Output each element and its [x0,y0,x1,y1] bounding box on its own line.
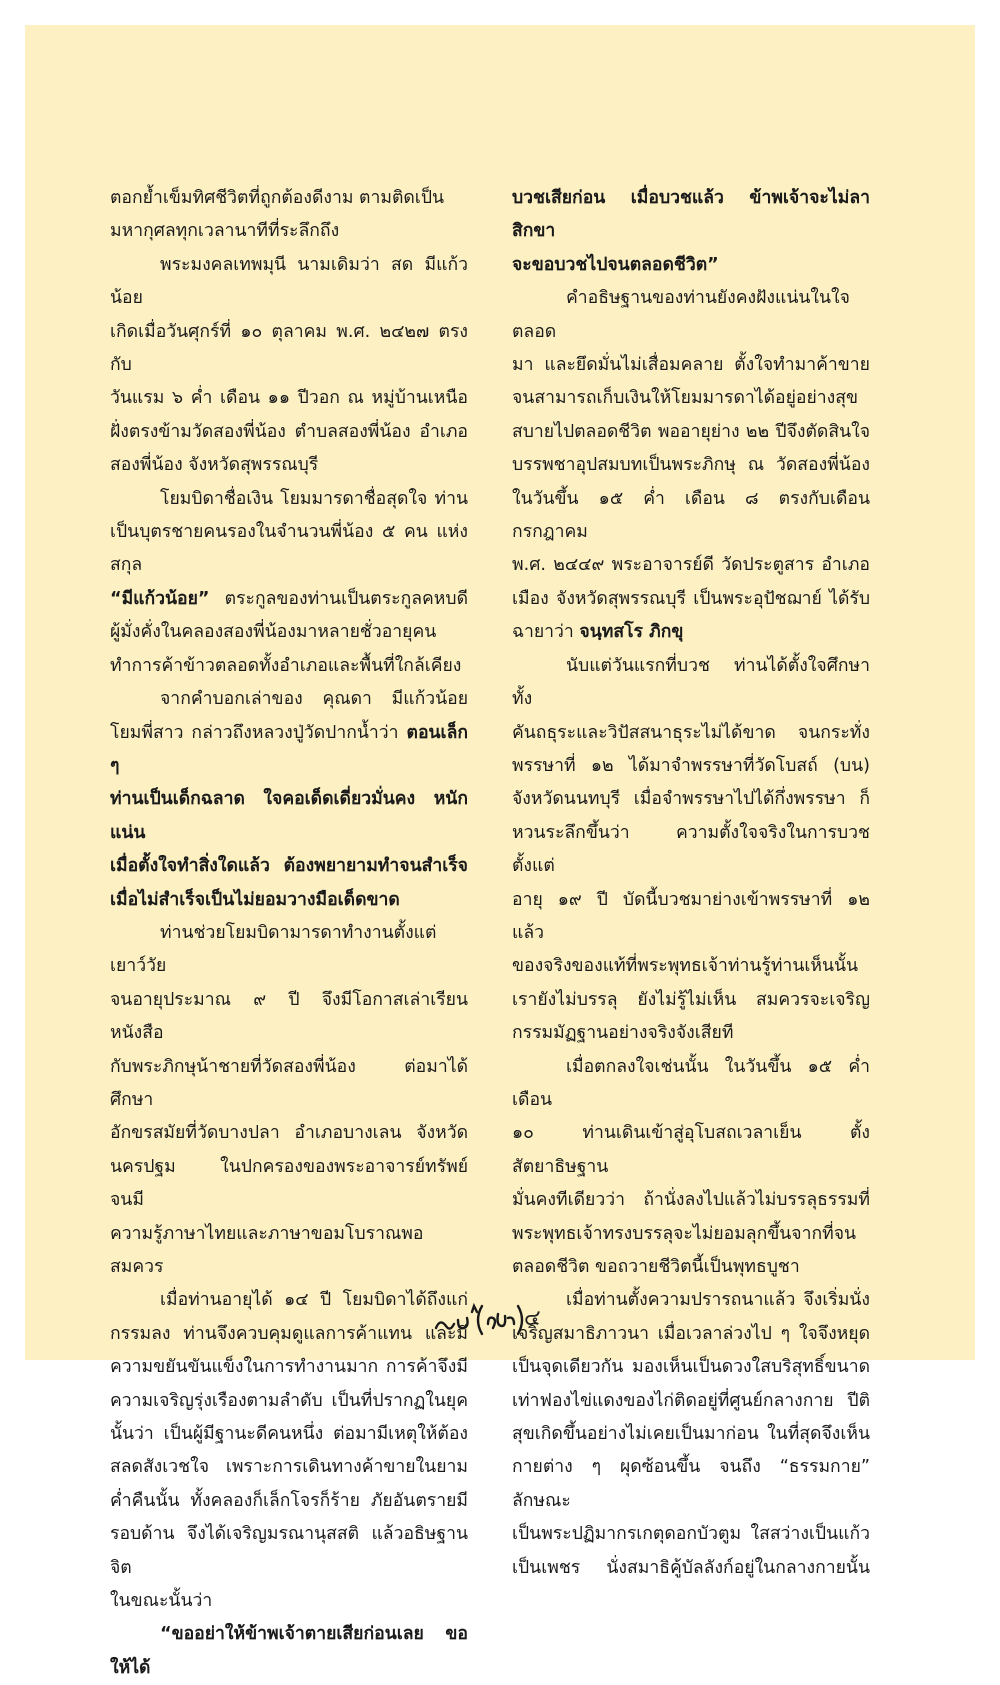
paragraph: ทำการค้าข้าวตลอดทั้งอำเภอและพื้นที่ใกล้เคียง [110,655,462,676]
paragraph: เมื่อท่านอายุได้ ๑๔ ปี โยมบิดาได้ถึงแก่ [160,1290,468,1311]
paragraph: หวนระลึกขึ้นว่า ความตั้งใจจริงในการบวชตั้งแต่ [512,822,870,877]
paragraph: อายุ ๑๙ ปี บัดนี้บวชมาย่างเข้าพรรษาที่ ๑๒ แล้ว [512,889,870,943]
paragraph: เมื่อท่านตั้งความปรารถนาแล้ว จึงเริ่มนั่ง [566,1290,870,1311]
paragraph: เมื่อตั้งใจทำสิ่งใดแล้ว ต้องพยายามทำจนสำเร็จ [110,856,468,877]
paragraph: จากคำบอกเล่าของ คุณดา มีแก้วน้อย [160,689,468,710]
paragraph: “ขออย่าให้ข้าพเจ้าตายเสียก่อนเลย ขอให้ได้ [110,1624,468,1678]
page-number: ๔ [524,1306,541,1331]
paragraph: มา และยึดมั่นไม่เสื่อมคลาย ตั้งใจทำมาค้าขาย [512,355,870,376]
paragraph: ตอกย้ำเข็มทิศชีวิตที่ถูกต้องดีงาม ตามติดเป็น [110,188,445,208]
paragraph: อักขรสมัยที่วัดบางปลา อำเภอบางเลน จังหวัด [110,1123,468,1144]
paragraph: เจริญสมาธิภาวนา เมื่อเวลาล่วงไป ๆ ใจจึงหยุด [512,1323,870,1344]
paragraph: จนอายุประมาณ ๙ ปี จึงมีโอกาสเล่าเรียนหนังสือ [110,989,468,1044]
paragraph: เมือง จังหวัดสุพรรณบุรี เป็นพระอุปัชฌาย์ ได้รับ [512,588,870,609]
paragraph: เกิดเมื่อวันศุกร์ที่ ๑๐ ตุลาคม พ.ศ. ๒๔๒๗ ตรงกับ [110,321,468,376]
paragraph: สองพี่น้อง จังหวัดสุพรรณบุรี [110,455,319,476]
paragraph: ค่ำคืนนั้น ทั้งคลองก็เล็กโจรก็ร้าย ภัยอันตรายมี [110,1490,468,1511]
paragraph: ๑๐ ท่านเดินเข้าสู่อุโบสถเวลาเย็น ตั้งสัตยาธิษฐาน [512,1123,870,1177]
paragraph: เป็นจุดเดียวกัน มองเห็นเป็นดวงใสบริสุทธิ์ขนาด [512,1357,870,1378]
paragraph: กรรมมัฏฐานอย่างจริงจังเสียที [512,1023,734,1044]
paragraph: คำอธิษฐานของท่านยังคงฝังแน่นในใจตลอด [512,288,850,342]
paragraph: ฝั่งตรงข้ามวัดสองพี่น้อง ตำบลสองพี่น้อง อำเภอ [110,421,468,442]
paragraph: จนสามารถเก็บเงินให้โยมมารดาได้อยู่อย่างสุข [512,388,859,409]
paragraph: ท่านเป็นเด็กฉลาด ใจคอเด็ดเดี่ยวมั่นคง หนักแน่น [110,789,468,843]
paragraph: กับพระภิกษุน้าชายที่วัดสองพี่น้อง ต่อมาได้ศึกษา [110,1056,468,1110]
paragraph: เป็นบุตรชายคนรองในจำนวนพี่น้อง ๕ คน แห่งสกุล [110,522,468,576]
paragraph: ความขยันขันแข็งในการทำงานมาก การค้าจึงมี [110,1357,468,1378]
paragraph: สลดสังเวชใจ เพราะการเดินทางค้าขายในยาม [110,1457,468,1478]
paragraph: รอบด้าน จึงได้เจริญมรณานุสสติ แล้วอธิษฐานจิต [110,1524,468,1578]
left-column [110,182,468,1685]
paragraph: นั้นว่า เป็นผู้มีฐานะดีคนหนึ่ง ต่อมามีเหตุให้ต้อง [110,1424,468,1445]
paragraph: มหากุศลทุกเวลานาทีที่ระลึกถึง [110,221,340,242]
paragraph: เรายังไม่บรรลุ ยังไม่รู้ไม่เห็น สมควรจะเจริญ [512,989,870,1010]
paragraph: ผู้มั่งคั่งในคลองสองพี่น้องมาหลายชั่วอายุคน [110,622,437,643]
paragraph: ตลอดชีวิต ขอถวายชีวิตนี้เป็นพุทธบูชา [512,1257,800,1277]
paragraph: เมื่อไม่สำเร็จเป็นไม่ยอมวางมือเด็ดขาด [110,889,400,910]
paragraph: เท่าฟองไข่แดงของไก่ติดอยู่ที่ศูนย์กลางกาย ปีติ [512,1390,870,1411]
paragraph: พระพุทธเจ้าทรงบรรลุจะไม่ยอมลุกขึ้นจากที่จน [512,1223,857,1244]
paragraph: ความรู้ภาษาไทยและภาษาขอมโบราณพอสมควร [110,1223,424,1277]
paragraph: บวชเสียก่อน เมื่อบวชแล้ว ข้าพเจ้าจะไม่ลาสิกขา [512,188,870,242]
paragraph: ของจริงของแท้ที่พระพุทธเจ้าท่านรู้ท่านเห็นนั้น [512,956,859,977]
paragraph: ในขณะนั้นว่า [110,1591,213,1612]
paragraph: จังหวัดนนทบุรี เมื่อจำพรรษาไปได้กึ่งพรรษา ก็ [512,789,870,810]
paragraph: โยมพี่สาว กล่าวถึงหลวงปู่วัดปากน้ำว่า ตอนเล็ก ๆ [110,722,468,776]
paragraph: สบายไปตลอดชีวิต พออายุย่าง ๒๒ ปีจึงตัดสินใจ [512,421,870,442]
paragraph: เป็นพระปฏิมากรเกตุดอกบัวตูม ใสสว่างเป็นแก้ว [512,1524,870,1545]
paragraph: จะขอบวชไปจนตลอดชีวิต” [512,254,719,275]
right-column [512,182,870,1585]
paragraph: ในวันขึ้น ๑๕ ค่ำ เดือน ๘ ตรงกับเดือนกรกฎาคม [512,488,870,543]
paragraph: วันแรม ๖ ค่ำ เดือน ๑๑ ปีวอก ณ หมู่บ้านเหนือ [110,388,468,409]
paragraph: ฉายาว่า จนฺทสโร ภิกขุ [512,622,684,643]
ayu-nai-boon-logo-icon [432,1300,536,1340]
paragraph: ความเจริญรุ่งเรืองตามลำดับ เป็นที่ปรากฏในยุค [110,1390,468,1411]
paragraph: นับแต่วันแรกที่บวช ท่านได้ตั้งใจศึกษาทั้ง [512,655,870,710]
paragraph: บรรพชาอุปสมบทเป็นพระภิกษุ ณ วัดสองพี่น้อง [512,455,870,476]
paragraph: คันถธุระและวิปัสสนาธุระไม่ได้ขาด จนกระทั่ง [512,722,870,743]
paragraph: โยมบิดาชื่อเงิน โยมมารดาชื่อสุดใจ ท่าน [160,488,468,509]
paragraph: มั่นคงทีเดียวว่า ถ้านั่งลงไปแล้วไม่บรรลุธรรมที่ [512,1190,870,1211]
paragraph: พระมงคลเทพมุนี นามเดิมว่า สด มีแก้วน้อย [110,254,468,309]
paragraph: “มีแก้วน้อย” ตระกูลของท่านเป็นตระกูลคหบดี [110,588,468,609]
paragraph: พรรษาที่ ๑๒ ได้มาจำพรรษาที่วัดโบสถ์ (บน) [512,755,870,776]
paragraph: กรรมลง ท่านจึงควบคุมดูแลการค้าแทน และมี [110,1323,468,1344]
paragraph: เป็นเพชร นั่งสมาธิคู้บัลลังก์อยู่ในกลางกายนั้น [512,1557,870,1578]
paragraph: นครปฐม ในปกครองของพระอาจารย์ทรัพย์ จนมี [110,1156,468,1211]
paragraph: ท่านช่วยโยมบิดามารดาทำงานตั้งแต่เยาว์วัย [110,922,437,977]
paragraph: พ.ศ. ๒๔๔๙ พระอาจารย์ดี วัดประตูสาร อำเภอ [512,555,870,576]
page-footer [0,1296,1000,1346]
paragraph: กายต่าง ๆ ผุดซ้อนขึ้น จนถึง “ธรรมกาย” ลักษณะ [512,1457,870,1511]
paragraph: สุขเกิดขึ้นอย่างไม่เคยเป็นมาก่อน ในที่สุดจึงเห็น [512,1424,870,1445]
paragraph: เมื่อตกลงใจเช่นนั้น ในวันขึ้น ๑๕ ค่ำ เดือน [512,1056,870,1110]
